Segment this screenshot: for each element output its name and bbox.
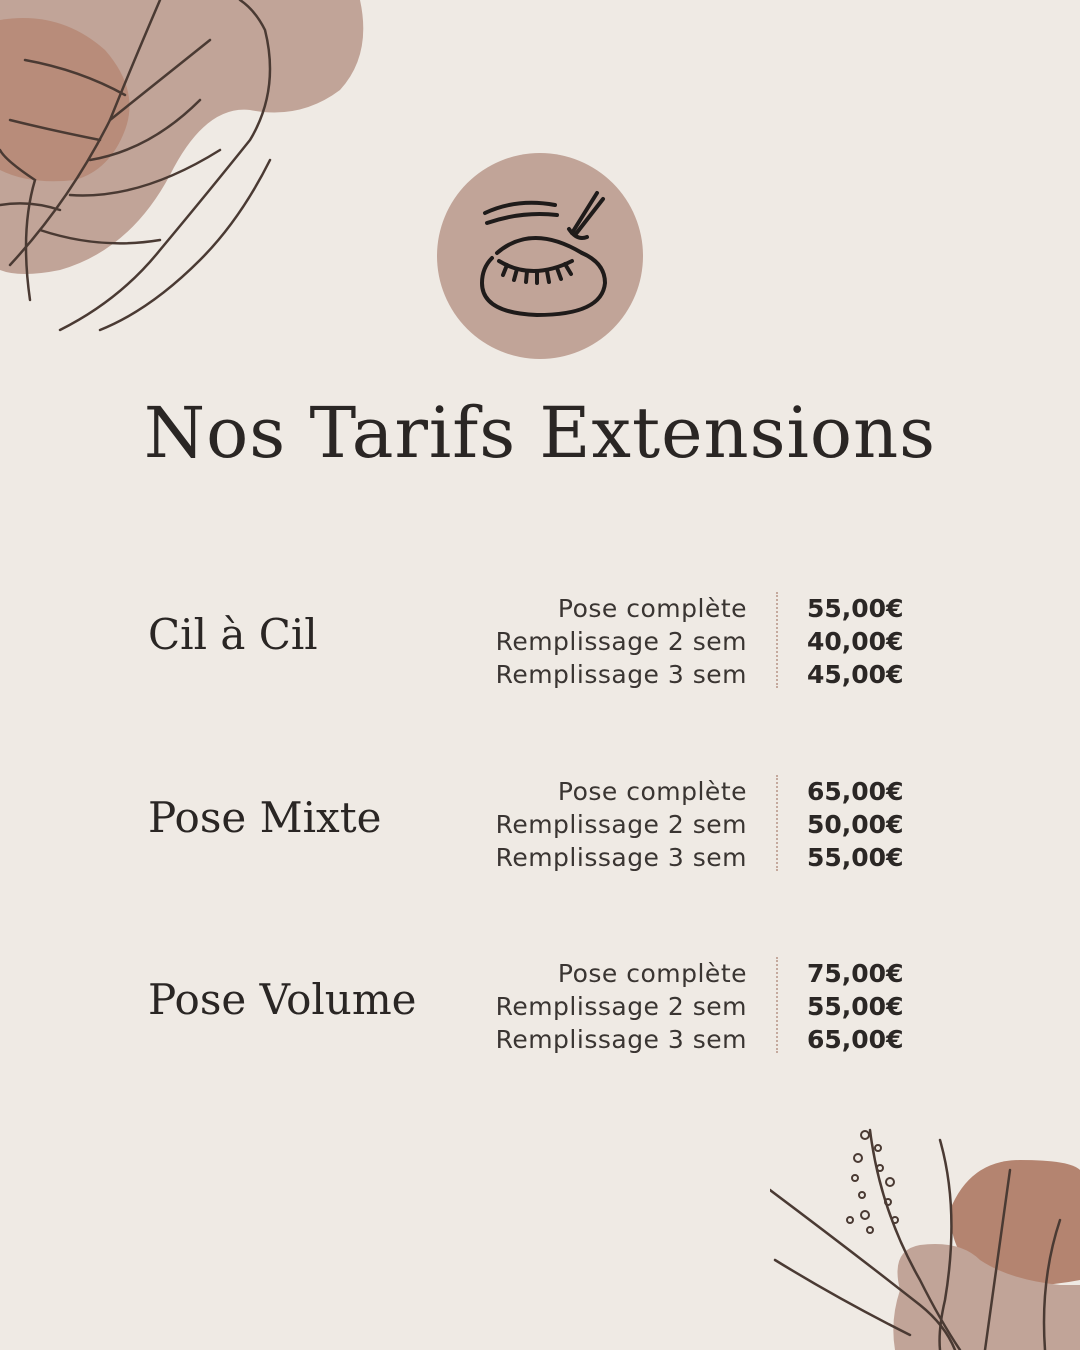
- eyelash-extension-icon: [437, 153, 643, 359]
- service-price: 65,00€: [807, 1025, 904, 1054]
- price-section: [0, 592, 1080, 692]
- plant-decoration: [770, 1120, 1080, 1350]
- service-label: Remplissage 2 sem: [495, 627, 747, 656]
- service-label: Remplissage 2 sem: [495, 810, 747, 839]
- service-price: 45,00€: [807, 660, 904, 689]
- service-label: Remplissage 2 sem: [495, 992, 747, 1021]
- section-name: Pose Volume: [148, 975, 417, 1024]
- service-price: 55,00€: [807, 594, 904, 623]
- service-labels: [496, 592, 747, 691]
- service-price: 50,00€: [807, 810, 904, 839]
- service-price: 55,00€: [807, 992, 904, 1021]
- price-section: [0, 775, 1080, 875]
- service-label: Pose complète: [557, 777, 747, 806]
- section-name: Cil à Cil: [148, 610, 318, 659]
- price-section: [0, 957, 1080, 1057]
- service-price: 55,00€: [807, 843, 904, 872]
- service-labels: [496, 957, 747, 1056]
- dotted-divider: [776, 775, 778, 871]
- service-labels: [496, 775, 747, 874]
- service-label: Remplissage 3 sem: [495, 660, 747, 689]
- service-label: Remplissage 3 sem: [495, 1025, 747, 1054]
- service-label: Remplissage 3 sem: [495, 843, 747, 872]
- service-price: 65,00€: [807, 777, 904, 806]
- dotted-divider: [776, 592, 778, 688]
- service-prices: [807, 957, 903, 1056]
- dotted-divider: [776, 957, 778, 1053]
- service-prices: [807, 775, 903, 874]
- service-price: 40,00€: [807, 627, 904, 656]
- service-label: Pose complète: [557, 594, 747, 623]
- monstera-leaf-decoration: [0, 0, 380, 345]
- service-label: Pose complète: [557, 959, 747, 988]
- page-title: Nos Tarifs Extensions: [143, 392, 937, 474]
- section-name: Pose Mixte: [148, 793, 382, 842]
- service-price: 75,00€: [807, 959, 904, 988]
- service-prices: [807, 592, 903, 691]
